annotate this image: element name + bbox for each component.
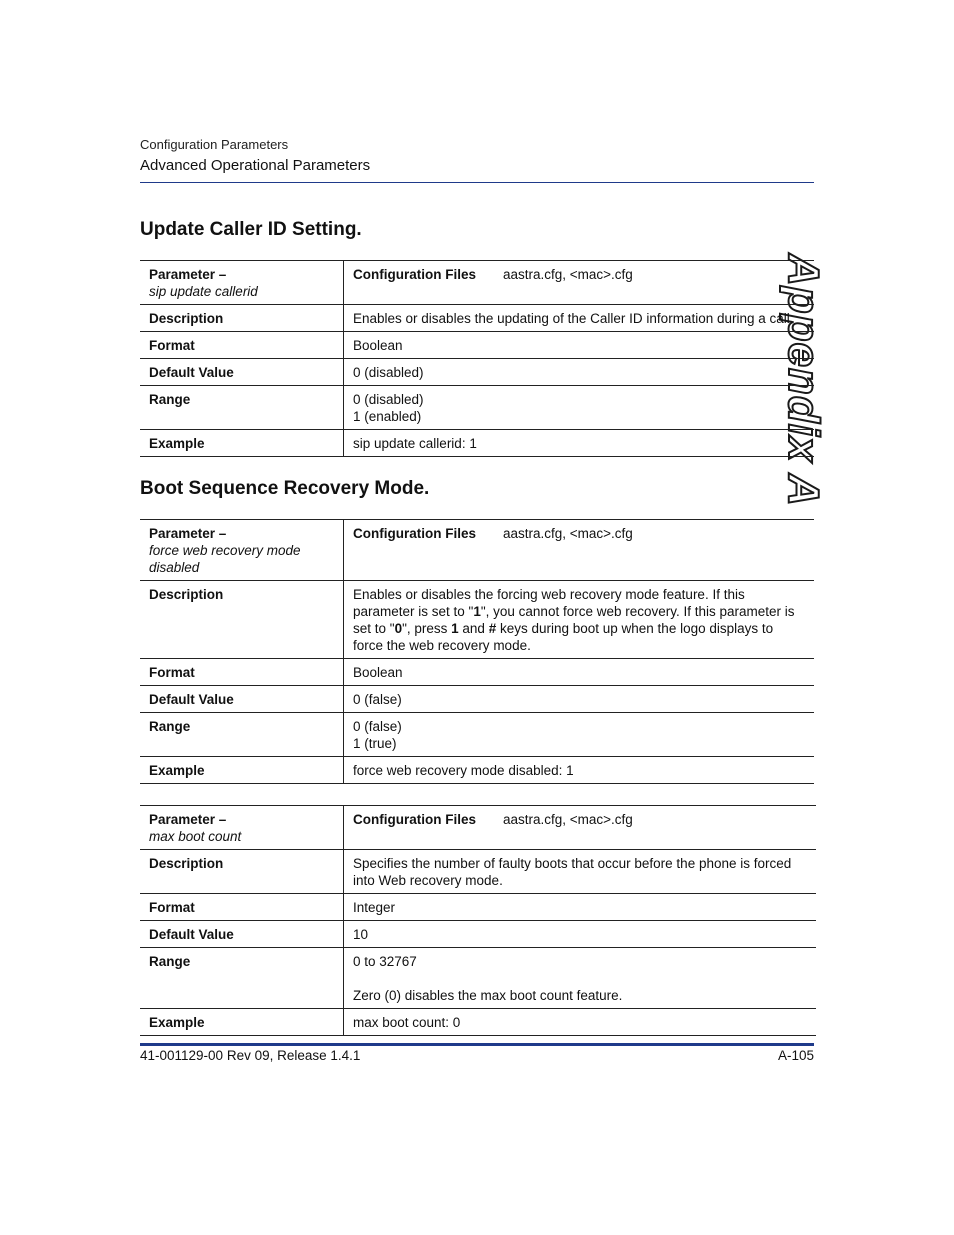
row-value [344,332,815,359]
param-table-force-web-recovery [140,519,814,784]
param-row-description [140,581,814,659]
param-label-cell [140,520,344,581]
row-value [344,686,815,713]
param-name: max boot count [149,829,242,844]
section-title-update-caller-id: Update Caller ID Setting. [140,219,362,240]
config-files-label: Configuration Files [353,526,476,541]
footer-rule [140,1043,814,1046]
row-key: Range [140,948,344,1009]
row-value-line: sip update callerid: 1 [353,436,477,451]
param-header-row [140,520,814,581]
appendix-side-tab [779,250,864,507]
param-table-max-boot-count [140,805,816,1036]
running-header-chapter: Configuration Parameters [140,137,289,152]
param-row-description [140,850,816,894]
section-title-boot-sequence: Boot Sequence Recovery Mode. [140,478,430,499]
row-key: Default Value [140,921,344,948]
param-row-default-value [140,359,814,386]
row-value-text: 1 [451,621,459,636]
config-files-value: aastra.cfg, <mac>.cfg [503,267,633,282]
row-value-line: Integer [353,900,396,915]
row-value-text: 0 [394,621,403,636]
row-value-text: and [458,621,489,636]
config-files-cell [344,806,817,850]
row-value-text: ", press [402,621,452,636]
row-value-line: Boolean [353,665,403,680]
param-label: Parameter – [149,812,227,827]
row-value-line: 0 (false) [353,719,402,734]
param-table-sip-update-callerid [140,260,814,457]
row-value [344,713,815,757]
row-value-line: 1 (true) [353,736,397,751]
param-row-example [140,757,814,784]
row-value-line: 0 (disabled) [353,365,424,380]
param-header-row [140,806,816,850]
row-value [344,850,817,894]
row-key: Format [140,894,344,921]
param-row-format [140,332,814,359]
param-row-example [140,430,814,457]
row-key: Format [140,659,344,686]
param-name: force web recovery mode disabled [149,543,301,575]
row-value-line: max boot count: 0 [353,1015,461,1030]
row-value-text: keys during boot up when the logo displays to force the web recovery mode. [353,621,774,653]
row-value-line: 10 [353,927,369,942]
row-value-line: force web recovery mode disabled: 1 [353,763,574,778]
row-value [344,305,815,332]
param-label: Parameter – [149,526,227,541]
row-value [344,948,817,1009]
row-value-text: Enables or disables the forcing web recovery mode feature. If this parameter is set to " [353,587,745,619]
row-value-line: Specifies the number of faulty boots that occur before the phone is forced into Web recovery mode. [353,856,792,888]
row-key: Example [140,430,344,457]
param-row-description [140,305,814,332]
row-key: Description [140,850,344,894]
appendix-label: Appendix A [779,254,828,507]
row-key: Default Value [140,686,344,713]
param-row-default-value [140,686,814,713]
row-key: Example [140,1009,344,1036]
row-value [344,386,815,430]
param-row-format [140,894,816,921]
param-row-example [140,1009,816,1036]
param-row-range [140,386,814,430]
row-key: Example [140,757,344,784]
row-value-text: # [488,621,497,636]
row-value-text: 1 [473,604,481,619]
param-label: Parameter – [149,267,227,282]
row-value-line: 1 (enabled) [353,409,422,424]
config-files-value: aastra.cfg, <mac>.cfg [503,812,633,827]
row-value-line: Zero (0) disables the max boot count feature. [353,988,623,1003]
running-header-section: Advanced Operational Parameters [140,157,371,174]
config-files-label: Configuration Files [353,267,476,282]
row-value-line: 0 to 32767 [353,954,417,969]
param-row-default-value [140,921,816,948]
row-value [344,757,815,784]
param-row-range [140,713,814,757]
config-files-cell [344,261,815,305]
config-files-label: Configuration Files [353,812,476,827]
row-key: Range [140,386,344,430]
row-value [344,659,815,686]
row-key: Description [140,305,344,332]
footer-doc-id: 41-001129-00 Rev 09, Release 1.4.1 [140,1048,361,1063]
row-key: Range [140,713,344,757]
param-label-cell [140,806,344,850]
config-files-value: aastra.cfg, <mac>.cfg [503,526,633,541]
param-header-row [140,261,814,305]
row-key: Format [140,332,344,359]
row-value [344,894,817,921]
row-value [344,921,817,948]
footer-page-number: A-105 [777,1048,814,1063]
row-value-line: 0 (false) [353,692,402,707]
row-value [344,581,815,659]
param-label-cell [140,261,344,305]
param-name: sip update callerid [149,284,258,299]
row-value-line [353,970,807,987]
row-value-line: Boolean [353,338,403,353]
row-value [344,1009,817,1036]
row-key: Default Value [140,359,344,386]
param-row-range [140,948,816,1009]
config-files-cell [344,520,815,581]
row-key: Description [140,581,344,659]
row-value-text: ", you cannot force web recovery. If this parameter is set to " [353,604,795,636]
param-row-format [140,659,814,686]
row-value-line: Enables or disables the updating of the Caller ID information during a call. [353,311,794,326]
row-value [344,430,815,457]
row-value-line: 0 (disabled) [353,392,424,407]
row-value [344,359,815,386]
header-rule [140,182,814,183]
